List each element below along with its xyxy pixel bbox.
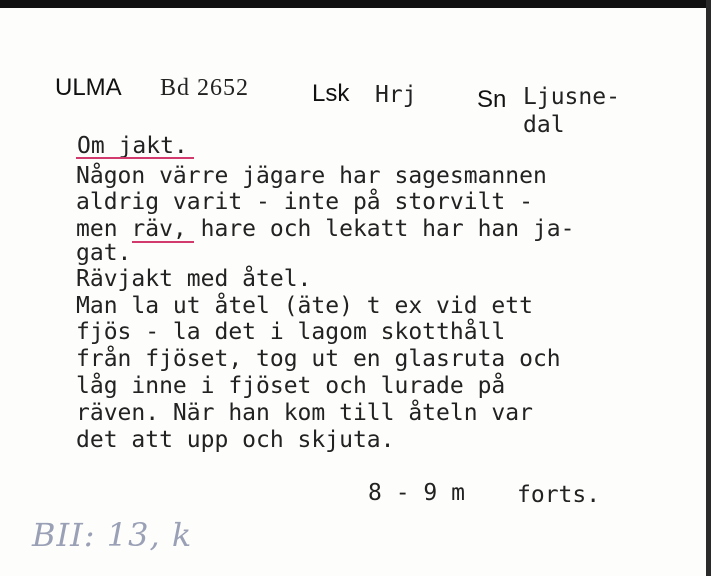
heading-underline (76, 157, 194, 159)
body-line: gat. (76, 240, 132, 266)
body-line: låg inne i fjöset och lurade på (76, 373, 506, 399)
district-value: Hrj (375, 82, 417, 108)
page-reference: 8 - 9 m (368, 480, 465, 506)
body-line: Man la ut åtel (äte) t ex vid ett (76, 293, 533, 319)
continued-label: forts. (517, 482, 601, 508)
district-label: Lsk (312, 80, 350, 107)
body-line: från fjöset, tog ut en glasruta och (76, 346, 561, 372)
archive-label: ULMA (55, 74, 122, 101)
body-line: det att upp och skjuta. (76, 427, 395, 453)
rav-underline (132, 241, 194, 243)
body-line: Någon värre jägare har sagesmannen (76, 163, 547, 189)
body-line: aldrig varit - inte på storvilt - (76, 189, 533, 215)
body-line: Rävjakt med åtel. (76, 266, 312, 292)
body-line: men räv, hare och lekatt har han ja- (76, 216, 575, 242)
card-right-edge (706, 0, 711, 576)
topic-heading: Om jakt. (77, 133, 188, 159)
body-line: fjös - la det i lagom skotthåll (76, 319, 506, 345)
body-line: räven. När han kom till åteln var (76, 400, 533, 426)
card-top-edge (0, 0, 711, 8)
handwritten-reference: BII: 13, k (32, 516, 193, 554)
parish-label: Sn (477, 86, 507, 113)
parish-value-line-1: Ljusne- (523, 84, 620, 110)
parish-value-line-2: dal (523, 112, 565, 138)
record-code: Bd 2652 (160, 75, 250, 101)
